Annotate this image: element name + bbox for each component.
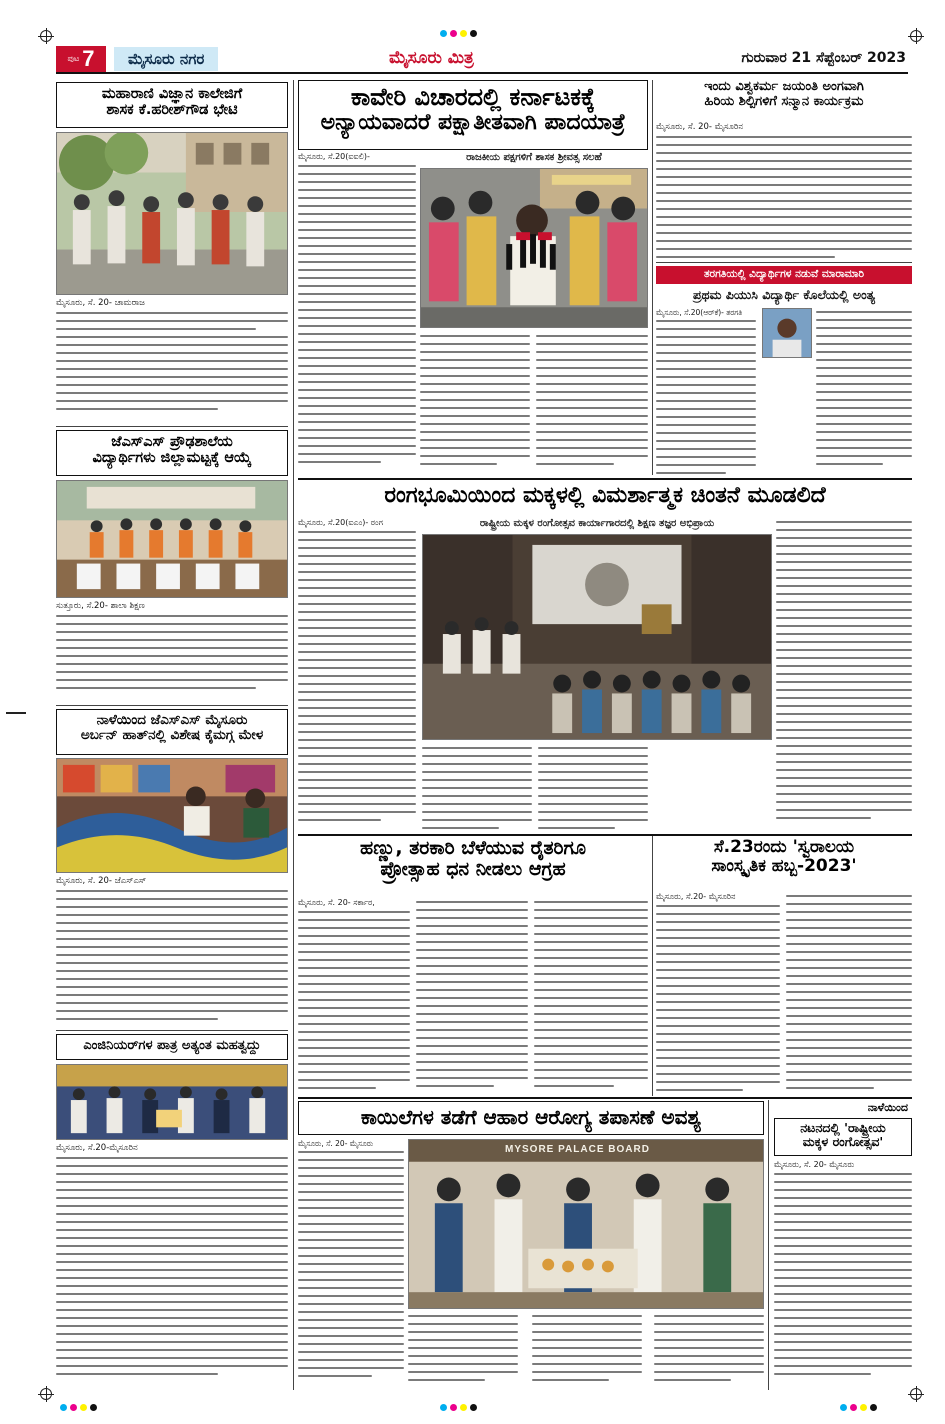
health-body-col1 xyxy=(298,1139,404,1389)
column-divider xyxy=(293,80,294,1390)
health-headline: ಕಾಯಿಲೆಗಳ ತಡೆಗೆ ಆಹಾರ ಆರೋಗ್ಯ ತಪಾಸಣೆ ಅವಶ್ಯ xyxy=(298,1101,764,1135)
campus-visit-photo-icon xyxy=(57,133,287,294)
color-dots-bottom-right xyxy=(840,1404,877,1411)
registration-mark-bottom-right xyxy=(910,1388,922,1400)
maharani-dateline: ಮೈಸೂರು, ಸೆ. 20- ಚಾಮರಾಜ xyxy=(56,298,145,308)
registration-mark-bottom-left xyxy=(40,1388,52,1400)
swaralaya-dateline: ಮೈಸೂರು, ಸೆ.20- ಮೈಸೂರಿನ xyxy=(656,892,736,901)
page-word: ಪುಟ xyxy=(67,54,80,63)
engineers-body xyxy=(56,1143,288,1388)
jss-school-headline-line2: ವಿದ್ಯಾರ್ಥಿಗಳು ಜಿಲ್ಲಾಮಟ್ಟಕ್ಕೆ ಆಯ್ಕೆ xyxy=(92,450,252,467)
theatre-body-col3 xyxy=(538,744,648,832)
column-divider xyxy=(768,1100,769,1390)
margin-mark xyxy=(6,712,26,714)
swaralaya-body-col2 xyxy=(786,892,912,1094)
cauvery-photo xyxy=(420,168,648,328)
page-badge xyxy=(56,46,106,72)
rangotsava-kicker: ನಾಳೆಯಿಂದ xyxy=(867,1101,908,1114)
jss-school-photo xyxy=(56,480,288,598)
cauvery-body-col2 xyxy=(420,332,530,472)
handloom-headline-line1: ನಾಳೆಯಿಂದ ಜೆಎಸ್‌ಎಸ್ ಮೈಸೂರು xyxy=(96,712,248,728)
farmers-headline xyxy=(298,838,648,894)
rangotsava-headline-line1: ನಟನದಲ್ಲಿ 'ರಾಷ್ಟ್ರೀಯ xyxy=(800,1120,886,1135)
engineers-dateline: ಮೈಸೂರು, ಸೆ.20-ಮೈಸೂರಿನ xyxy=(56,1143,138,1153)
masthead xyxy=(56,44,908,74)
students-group-photo-icon xyxy=(57,481,287,597)
issue-date: ಗುರುವಾರ 21 ಸೆಪ್ಟೆಂಬರ್ 2023 xyxy=(741,50,906,66)
handloom-dateline: ಮೈಸೂರು, ಸೆ. 20- ಜೆಎಸ್‌ಎಸ್ xyxy=(56,876,147,886)
health-body-col2 xyxy=(408,1312,518,1389)
handloom-sarees-photo-icon xyxy=(57,759,287,872)
jss-school-dateline: ಸುತ್ತೂರು, ಸೆ.20- ಶಾಲಾ ಶಿಕ್ಷಣ xyxy=(56,601,145,611)
health-dateline: ಮೈಸೂರು, ಸೆ. 20- ಮೈಸೂರು xyxy=(298,1139,374,1148)
swaralaya-body-col1 xyxy=(656,892,780,1094)
color-dots-bottom-mid xyxy=(440,1404,477,1411)
theatre-photo xyxy=(422,534,772,740)
health-body-col3 xyxy=(532,1312,642,1389)
handloom-headline-line2: ಅರ್ಬನ್ ಹಾತ್‌ನಲ್ಲಿ ವಿಶೇಷ ಕೈಮಗ್ಗ ಮೇಳ xyxy=(80,727,264,744)
student-portrait-photo-icon xyxy=(763,309,811,357)
vishwakarma-dateline: ಮೈಸೂರು, ಸೆ. 20- ಮೈಸೂರಿನ xyxy=(656,122,744,132)
jss-school-headline xyxy=(56,430,288,476)
left-separator xyxy=(56,426,288,427)
swaralaya-headline-line2: ಸಾಂಸ್ಕೃತಿಕ ಹಬ್ಬ-2023' xyxy=(711,856,857,877)
student-dateline: ಮೈಸೂರು, ಸೆ.20(ಆರ್‌ಕೆ)- ತರಗತಿ xyxy=(656,308,743,317)
maharani-photo xyxy=(56,132,288,295)
farmers-body-col1 xyxy=(298,898,410,1094)
farmers-top-rule xyxy=(298,834,912,836)
maharani-headline-line2: ಶಾಸಕ ಕೆ.ಹರೀಶ್‌ಗೌಡ ಭೇಟಿ xyxy=(106,102,238,119)
engineers-headline: ಎಂಜಿನಿಯರ್‌ಗಳ ಪಾತ್ರ ಅತ್ಯಂತ ಮಹತ್ವದ್ದು xyxy=(56,1034,288,1060)
rangotsava-dateline: ಮೈಸೂರು, ಸೆ. 20- ಮೈಸೂರು xyxy=(774,1160,855,1169)
cauvery-subhead: ರಾಜಕೀಯ ಪಕ್ಷಗಳಿಗೆ ಶಾಸಕ ಶ್ರೀವತ್ಸ ಸಲಹೆ xyxy=(420,152,648,166)
theatre-headline: ರಂಗಭೂಮಿಯಿಂದ ಮಕ್ಕಳಲ್ಲಿ ವಿಮರ್ಶಾತ್ಮಕ ಚಿಂತನೆ ಮೂಡಲಿದೆ xyxy=(384,483,826,508)
swaralaya-headline-line1: ಸೆ.23ರಂದು 'ಸ್ವರಾಲಯ xyxy=(713,837,855,857)
vishwakarma-body xyxy=(656,122,912,260)
palace-board-banner: MYSORE PALACE BOARD xyxy=(505,1144,650,1155)
maharani-body xyxy=(56,298,288,423)
cauvery-body-col1 xyxy=(298,152,416,472)
student-body-right xyxy=(816,308,912,478)
theatre-subhead: ರಾಷ್ಟ್ರೀಯ ಮಕ್ಕಳ ರಂಗೋತ್ಸವ ಕಾರ್ಯಾಗಾರದಲ್ಲಿ ಶಿಕ್ಷಣ ತಜ್ಞರ ಅಭಿಪ್ರಾಯ xyxy=(422,518,772,532)
handloom-photo xyxy=(56,758,288,873)
theatre-body-col4 xyxy=(776,518,912,832)
cauvery-body-col3 xyxy=(536,332,648,472)
registration-mark-top-right xyxy=(910,30,922,42)
farmers-headline-line1: ಹಣ್ಣು, ತರಕಾರಿ ಬೆಳೆಯುವ ರೈತರಿಗೂ xyxy=(360,837,586,859)
column-divider xyxy=(652,836,653,1096)
column-divider xyxy=(652,80,653,475)
handloom-headline xyxy=(56,709,288,755)
rangotsava-headline xyxy=(774,1118,912,1156)
engineers-award-photo-icon xyxy=(57,1065,287,1139)
right-separator xyxy=(656,262,912,263)
student-photo xyxy=(762,308,812,358)
vishwakarma-headline-line2: ಹಿರಿಯ ಶಿಲ್ಪಿಗಳಿಗೆ ಸನ್ಮಾನ ಕಾರ್ಯಕ್ರಮ xyxy=(704,93,864,109)
left-separator xyxy=(56,1030,288,1031)
health-body-col4 xyxy=(654,1312,764,1389)
cauvery-dateline: ಮೈಸೂರು, ಸೆ.20(ಐಐಲಿ)- xyxy=(298,152,370,161)
vishwakarma-headline xyxy=(656,80,912,120)
farmers-body-col3 xyxy=(534,898,648,1094)
maharani-headline xyxy=(56,82,288,128)
section-label: ಮೈಸೂರು ನಗರ xyxy=(114,47,218,71)
cauvery-headline xyxy=(298,80,648,150)
student-headline: ಪ್ರಥಮ ಪಿಯುಸಿ ವಿದ್ಯಾರ್ಥಿ ಕೊಲೆಯಲ್ಲಿ ಅಂತ್ಯ xyxy=(692,287,876,302)
jss-school-body xyxy=(56,601,288,703)
registration-mark-top-left xyxy=(40,30,52,42)
handloom-body xyxy=(56,876,288,1026)
rangotsava-body xyxy=(774,1160,912,1389)
swaralaya-headline xyxy=(656,838,912,888)
theatre-body-col2 xyxy=(422,744,532,832)
health-photo xyxy=(408,1139,764,1309)
theatre-body-col1 xyxy=(298,518,416,834)
vishwakarma-headline-line1: ಇಂದು ವಿಶ್ವಕರ್ಮ ಜಯಂತಿ ಅಂಗವಾಗಿ xyxy=(704,79,864,94)
color-dots-bottom-left xyxy=(60,1404,97,1411)
press-microphones-photo-icon xyxy=(421,169,647,327)
student-body-left xyxy=(656,308,756,478)
farmers-dateline: ಮೈಸೂರು, ಸೆ. 20- ಸರ್ಕಾರ, xyxy=(298,898,375,907)
farmers-headline-line2: ಪ್ರೋತ್ಸಾಹ ಧನ ನೀಡಲು ಆಗ್ರಹ xyxy=(380,858,566,881)
paper-name: ಮೈಸೂರು ಮಿತ್ರ xyxy=(389,48,474,68)
rangotsava-headline-line2: ಮಕ್ಕಳ ರಂಗೋತ್ಸವ' xyxy=(802,1134,884,1149)
page-number: 7 xyxy=(82,46,95,71)
jss-school-headline-line1: ಜೆಎಸ್‌ಎಸ್ ಪ್ರೌಢಶಾಲೆಯ xyxy=(111,434,233,450)
farmers-body-col2 xyxy=(416,898,528,1094)
theatre-dateline: ಮೈಸೂರು, ಸೆ.20(ಐಎಂ)- ರಂಗ xyxy=(298,518,383,527)
engineers-photo xyxy=(56,1064,288,1140)
health-top-rule xyxy=(298,1097,912,1099)
cauvery-headline-line2: ಅನ್ಯಾಯವಾದರೆ ಪಕ್ಷಾತೀತವಾಗಿ ಪಾದಯಾತ್ರೆ xyxy=(320,109,626,135)
theatre-workshop-photo-icon xyxy=(423,535,771,739)
food-inspection-photo-icon xyxy=(409,1140,763,1308)
theatre-top-rule xyxy=(298,478,912,480)
color-dots-top xyxy=(440,30,477,37)
student-kicker: ತರಗತಿಯಲ್ಲಿ ವಿದ್ಯಾರ್ಥಿಗಳ ನಡುವೆ ಮಾರಾಮಾರಿ xyxy=(656,266,912,284)
cauvery-headline-line1: ಕಾವೇರಿ ವಿಚಾರದಲ್ಲಿ ಕರ್ನಾಟಕಕ್ಕೆ xyxy=(350,83,596,111)
left-separator xyxy=(56,705,288,706)
maharani-headline-line1: ಮಹಾರಾಣಿ ವಿಜ್ಞಾನ ಕಾಲೇಜಿಗೆ xyxy=(101,86,243,102)
